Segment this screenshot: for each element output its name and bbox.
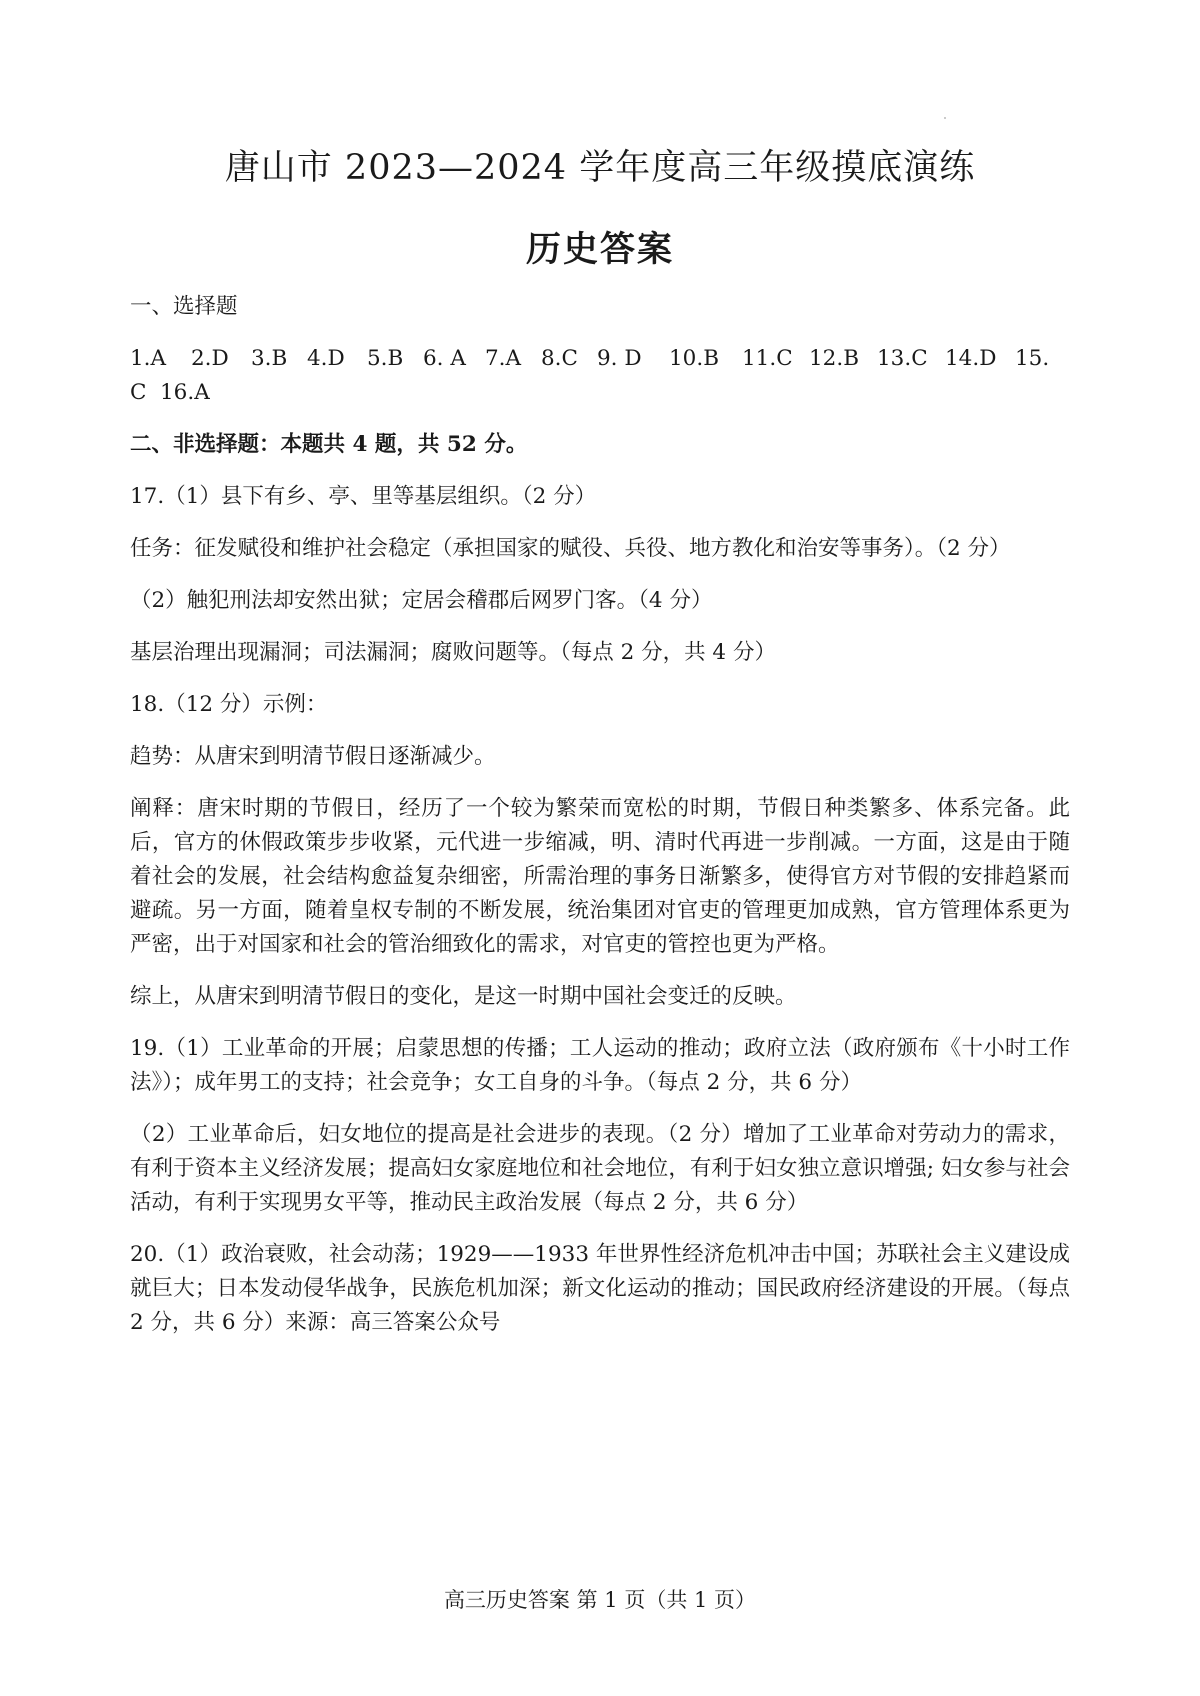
answer-item: 9. D [597,346,642,371]
answer-item: 12.B [809,346,859,371]
document-subtitle: 历史答案 [525,230,674,270]
answer-paragraph: 18.（12 分）示例： [130,692,328,717]
answer-item: 2.D [191,346,229,371]
answer-item: 3.B [251,346,288,371]
answer-body [130,290,1070,1358]
answer-item: 4.D [307,346,345,371]
answer-item: 5.B [367,346,404,371]
answer-paragraph: 综上，从唐宋到明清节假日的变化，是这一时期中国社会变迁的反映。 [130,984,797,1009]
answer-item: C [130,380,147,405]
answer-item: 6. A [423,346,466,371]
page-footer: 高三历史答案 第 1 页（共 1 页） [443,1588,757,1612]
section-heading-choice: 一、选择题 [130,294,238,319]
answer-item: 10.B [669,346,719,371]
answer-paragraph: 19.（1）工业革命的开展；启蒙思想的传播；工人运动的推动；政府立法（政府颁布《十小时工作法》）；成年男工的支持；社会竞争；女工自身的斗争。（每点 2 分，共 6 分） [130,1036,1070,1095]
document-title: 唐山市 2023—2024 学年度高三年级摸底演练 [224,148,976,188]
answer-item: 16.A [160,380,210,405]
answer-paragraph: （2）触犯刑法却安然出狱；定居会稽郡后网罗门客。（4 分） [130,588,713,613]
answer-item: 7.A [485,346,522,371]
answer-item: 13.C [877,346,928,371]
answer-paragraph: 阐释：唐宋时期的节假日，经历了一个较为繁荣而宽松的时期，节假日种类繁多、体系完备。此后，官方的休假政策步步收紧，元代进一步缩减，明、清时代再进一步削减。一方面，这是由于随着社会的发展，社会结构愈益复杂细密，所需治理的事务日渐繁多，使得官方对节假的安排趋紧而避疏。另一方面，随着皇权专制的不断发展，统治集团对官吏的管理更加成熟，官方管理体系更为严密，出于对国家和社会的管治细致化的需求，对官吏的管控也更为严格。 [130,796,1070,957]
answer-paragraph: 趋势：从唐宋到明清节假日逐渐减少。 [130,744,496,769]
answer-paragraph: 20.（1）政治衰败，社会动荡；1929——1933 年世界性经济危机冲击中国；苏联社会主义建设成就巨大；日本发动侵华战争，民族危机加深；新文化运动的推动；国民政府经济建设的开展。（每点 2 分，共 6 分）来源：高三答案公众号 [130,1242,1070,1335]
answer-paragraph: 基层治理出现漏洞；司法漏洞；腐败问题等。（每点 2 分，共 4 分） [130,640,776,665]
answer-paragraph: 任务：征发赋役和维护社会稳定（承担国家的赋役、兵役、地方教化和治安等事务）。（2 分） [130,536,1011,561]
answer-item: 15. [1015,346,1050,371]
scan-speck [944,117,946,119]
section-heading-nonchoice: 二、非选择题：本题共 4 题，共 52 分。 [130,432,528,457]
choice-answers [130,342,1070,410]
answer-paragraph: （2）工业革命后，妇女地位的提高是社会进步的表现。（2 分）增加了工业革命对劳动力的需求，有利于资本主义经济发展；提高妇女家庭地位和社会地位，有利于妇女独立意识增强; 妇女参与社会活动，有利于实现男女平等，推动民主政治发展（每点 2 分，共 6 分） [130,1122,1070,1215]
answer-item: 1.A [130,346,167,371]
answer-item: 8.C [541,346,578,371]
answer-item: 14.D [945,346,997,371]
answer-item: 11.C [742,346,793,371]
answer-paragraph: 17.（1）县下有乡、亭、里等基层组织。（2 分） [130,484,597,509]
